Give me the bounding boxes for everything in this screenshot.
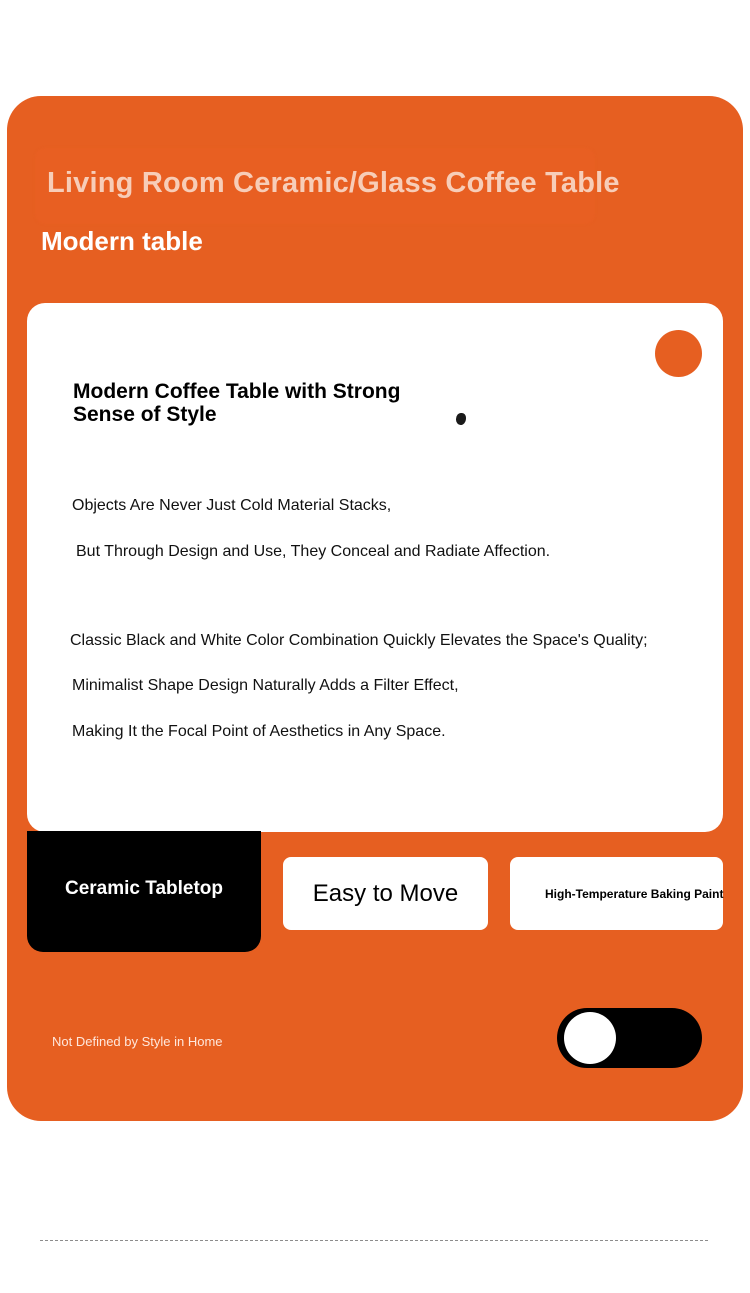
style-toggle[interactable] [557, 1008, 702, 1068]
feature-easy-to-move: Easy to Move [283, 857, 488, 930]
toggle-knob[interactable] [564, 1012, 616, 1064]
description-line-5: Making It the Focal Point of Aesthetics in Any Space. [72, 723, 446, 740]
description-line-1: Objects Are Never Just Cold Material Stacks, [72, 497, 392, 514]
footer-label: Not Defined by Style in Home [52, 1034, 223, 1049]
feature-ceramic-tabletop: Ceramic Tabletop [27, 831, 261, 952]
orange-dot-icon [655, 330, 702, 377]
product-card [7, 96, 743, 1121]
description-line-2: But Through Design and Use, They Conceal and Radiate Affection. [76, 543, 551, 560]
content-panel [27, 303, 723, 832]
cursor-icon [456, 413, 466, 425]
description-line-3: Classic Black and White Color Combination Quickly Elevates the Space's Quality; [70, 632, 648, 649]
page-subtitle: Modern table [41, 226, 203, 256]
panel-heading: Modern Coffee Table with Strong Sense of Style [73, 380, 401, 426]
page-title: Living Room Ceramic/Glass Coffee Table [47, 167, 620, 199]
description-line-4: Minimalist Shape Design Naturally Adds a Filter Effect, [72, 677, 459, 694]
dashed-divider [40, 1240, 708, 1241]
feature-baking-paint: High-Temperature Baking Paint [510, 857, 723, 930]
